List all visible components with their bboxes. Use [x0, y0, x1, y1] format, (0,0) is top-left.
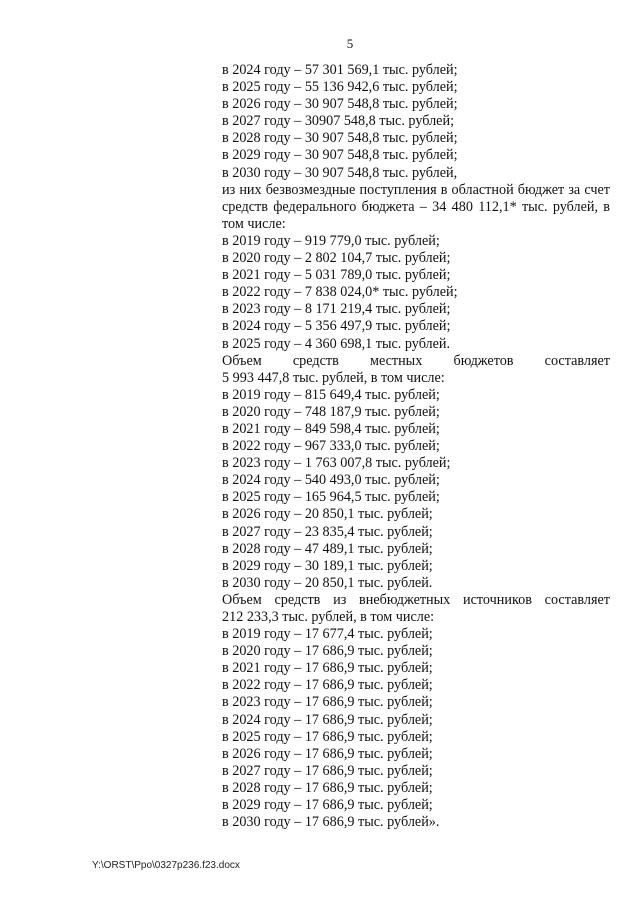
- list-item: в 2025 году – 17 686,9 тыс. рублей;: [222, 728, 433, 745]
- list-item: в 2019 году – 919 779,0 тыс. рублей;: [222, 232, 440, 249]
- list-item: в 2029 году – 17 686,9 тыс. рублей;: [222, 797, 433, 814]
- list-item: в 2026 году – 17 686,9 тыс. рублей;: [222, 745, 433, 762]
- federal-funds-paragraph: из них безвозмездные поступления в областной бюджет за счет средств федерального бюджета – 34 480 112,1* тыс. рублей, в том числе:: [222, 181, 610, 232]
- list-item: в 2021 году – 5 031 789,0 тыс. рублей;: [222, 267, 451, 284]
- file-path-footer: Y:\ORST\Ppo\0327p236.f23.docx: [92, 860, 240, 871]
- local-budgets-paragraph-line1: Объем средств местных бюджетов составляет: [222, 352, 610, 369]
- list-item: в 2028 году – 30 907 548,8 тыс. рублей;: [222, 130, 458, 147]
- list-item: в 2023 году – 17 686,9 тыс. рублей;: [222, 694, 433, 711]
- list-item: в 2029 году – 30 189,1 тыс. рублей;: [222, 557, 433, 574]
- extrabudgetary-paragraph-line2: 212 233,3 тыс. рублей, в том числе:: [222, 609, 435, 625]
- list-item: в 2024 году – 17 686,9 тыс. рублей;: [222, 711, 433, 728]
- extrabudgetary-paragraph-line1: Объем средств из внебюджетных источников составляет: [222, 591, 610, 608]
- local-budgets-by-year-list: [222, 387, 610, 592]
- document-body: [222, 62, 610, 831]
- list-item: в 2022 году – 17 686,9 тыс. рублей;: [222, 677, 433, 694]
- list-item: в 2020 году – 2 802 104,7 тыс. рублей;: [222, 250, 451, 267]
- list-item: в 2029 году – 30 907 548,8 тыс. рублей;: [222, 147, 458, 164]
- list-item: в 2021 году – 17 686,9 тыс. рублей;: [222, 660, 433, 677]
- list-item: в 2024 году – 5 356 497,9 тыс. рублей;: [222, 318, 451, 335]
- list-item: в 2024 году – 540 493,0 тыс. рублей;: [222, 472, 440, 489]
- page-number: 5: [346, 36, 354, 51]
- list-item: в 2027 году – 30907 548,8 тыс. рублей;: [222, 113, 455, 130]
- list-item: в 2030 году – 20 850,1 тыс. рублей.: [222, 574, 433, 591]
- list-item: в 2030 году – 17 686,9 тыс. рублей».: [222, 814, 440, 831]
- list-item: в 2030 году – 30 907 548,8 тыс. рублей,: [222, 164, 458, 181]
- local-budgets-paragraph-line2: 5 993 447,8 тыс. рублей, в том числе:: [222, 369, 445, 386]
- list-item: в 2026 году – 20 850,1 тыс. рублей;: [222, 506, 433, 523]
- list-item: в 2022 году – 7 838 024,0* тыс. рублей;: [222, 284, 458, 301]
- list-item: в 2023 году – 1 763 007,8 тыс. рублей;: [222, 455, 451, 472]
- list-item: в 2019 году – 17 677,4 тыс. рублей;: [222, 626, 433, 643]
- list-item: в 2020 году – 748 187,9 тыс. рублей;: [222, 403, 440, 420]
- list-item: в 2028 году – 47 489,1 тыс. рублей;: [222, 540, 433, 557]
- list-item: в 2025 году – 165 964,5 тыс. рублей;: [222, 489, 440, 506]
- extrabudgetary-by-year-list: [222, 626, 610, 831]
- list-item: в 2024 году – 57 301 569,1 тыс. рублей;: [222, 62, 458, 78]
- list-item: в 2023 году – 8 171 219,4 тыс. рублей;: [222, 301, 451, 318]
- list-item: в 2022 году – 967 333,0 тыс. рублей;: [222, 438, 440, 455]
- regional-budget-by-year-list: [222, 62, 610, 182]
- list-item: в 2027 году – 17 686,9 тыс. рублей;: [222, 762, 433, 779]
- list-item: в 2027 году – 23 835,4 тыс. рублей;: [222, 523, 433, 540]
- federal-funds-by-year-list: [222, 233, 610, 353]
- list-item: в 2020 году – 17 686,9 тыс. рублей;: [222, 643, 433, 660]
- list-item: в 2021 году – 849 598,4 тыс. рублей;: [222, 420, 440, 437]
- list-item: в 2028 году – 17 686,9 тыс. рублей;: [222, 779, 433, 796]
- list-item: в 2026 году – 30 907 548,8 тыс. рублей;: [222, 96, 458, 113]
- list-item: в 2025 году – 55 136 942,6 тыс. рублей;: [222, 79, 458, 96]
- list-item: в 2019 году – 815 649,4 тыс. рублей;: [222, 386, 440, 403]
- list-item: в 2025 году – 4 360 698,1 тыс. рублей.: [222, 335, 451, 352]
